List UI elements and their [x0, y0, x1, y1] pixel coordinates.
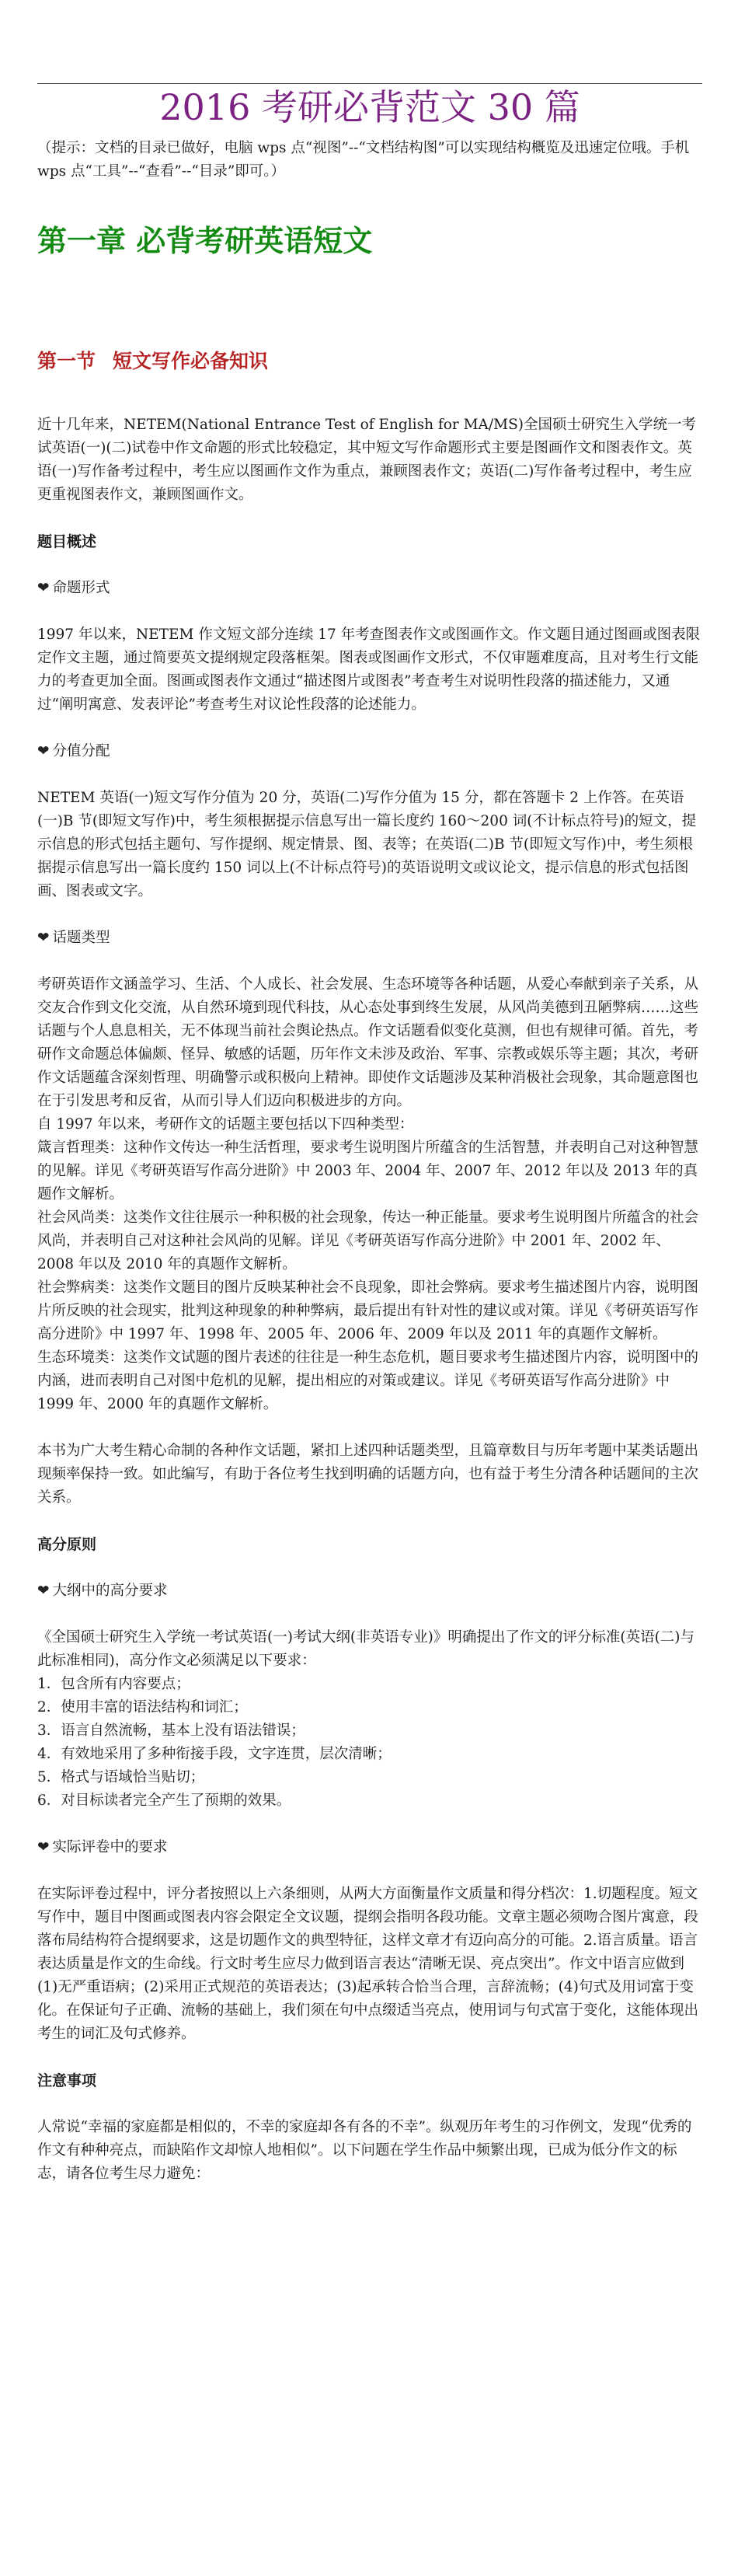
navigation-hint: （提示：文档的目录已做好，电脑 wps 点“视图”--“文档结构图”可以实现结构概览及迅速定位哦。手机 wps 点“工具”--“查看”--“目录”即可。） — [37, 140, 690, 180]
list-item: 5．格式与语域恰当贴切； — [37, 1769, 205, 1785]
list-item: 6．对目标读者完全产生了预期的效果。 — [37, 1792, 291, 1809]
chapter-heading: 第一章 必背考研英语短文 — [37, 223, 373, 258]
topic-item: 社会风尚类：这类作文往往展示一种积极的社会现象，传达一种正能量。要求考生说明图片所蕴含的社会风尚，并表明自己对这种社会风尚的见解。详见《考研英语写作高分进阶》中 2001 年、2002 年、2008 年以及 2010 年的真题作文解析。 — [37, 1209, 699, 1272]
practice-paragraph: 在实际评卷过程中，评分者按照以上六条细则，从两大方面衡量作文质量和得分档次：1.切题程度。短文写作中，题目中图画或图表内容会限定全文议题，提纲会指明各段功能。文章主题必须吻合图片寓意，段落布局结构符合提纲要求，这是切题作文的典型特征，这样文章才有迈向高分的可能。2.语言质量。语言表达质量是作文的生命线。行文时考生应尽力做到语言表达“清晰无误、亮点突出”。作文中语言应做到(1)无严重语病；(2)采用正式规范的英语表达；(3)起承转合恰当合理，言辞流畅；(4)句式及用词富于变化。在保证句子正确、流畅的基础上，我们须在句中点缀适当亮点，使用词与句式富于变化，这能体现出考生的词汇及句式修养。 — [37, 1886, 699, 2042]
topics-summary: 本书为广大考生精心命制的各种作文话题，紧扣上述四种话题类型，且篇章数目与历年考题中某类话题出现频率保持一致。如此编写，有助于各位考生找到明确的话题方向，也有益于考生分清各种话题间的主次关系。 — [37, 1443, 699, 1506]
heart-icon: ❤ — [37, 1839, 50, 1855]
list-item: 1．包含所有内容要点； — [37, 1676, 190, 1692]
section-title: 短文写作必备知识 — [113, 350, 269, 372]
heart-icon: ❤ — [37, 580, 50, 596]
heart-icon: ❤ — [37, 743, 50, 759]
document-body — [37, 414, 702, 2186]
scoring-heading: 高分原则 — [37, 1536, 97, 1553]
heart-icon: ❤ — [37, 930, 50, 946]
score-subheading-label: 分值分配 — [52, 743, 110, 759]
topic-item: 社会弊病类：这类作文题目的图片反映某种社会不良现象，即社会弊病。要求考生描述图片内容，说明图片所反映的社会现实，批判这种现象的种种弊病，最后提出有针对性的建议或对策。详见《考研英语写作高分进阶》中 1997 年、1998 年、2005 年、2006 年、2009 年以及 2011 年的真题作文解析。 — [37, 1279, 699, 1342]
notes-heading: 注意事项 — [37, 2072, 97, 2089]
form-paragraph: 1997 年以来，NETEM 作文短文部分连续 17 年考查图表作文或图画作文。作文题目通过图画或图表限定作文主题，通过简要英文提纲规定段落框架。图表或图画作文形式，不仅审题难度高，且对考生行文能力的考查更加全面。图画或图表作文通过“描述图片或图表”考查考生对说明性段落的描述能力，又通过“阐明寓意、发表评论”考查考生对议论性段落的论述能力。 — [37, 627, 701, 713]
section-number: 第一节 — [37, 350, 96, 372]
syllabus-paragraph: 《全国硕士研究生入学统一考试英语(一)考试大纲(非英语专业)》明确提出了作文的评分标准(英语(二)与此标准相同)，高分作文必须满足以下要求： — [37, 1629, 695, 1669]
list-item: 4．有效地采用了多种衔接手段，文字连贯，层次清晰； — [37, 1746, 392, 1762]
intro-paragraph: 近十几年来，NETEM(National Entrance Test of English for MA/MS)全国硕士研究生入学统一考试英语(一)(二)试卷中作文命题的形式比较稳定，其中短文写作命题形式主要是图画作文和图表作文。英语(一)写作备考过程中，考生应以图画作文作为重点，兼顾图表作文；英语(二)写作备考过程中，考生应更重视图表作文，兼顾图画作文。 — [37, 417, 696, 503]
notes-paragraph: 人常说“幸福的家庭都是相似的，不幸的家庭却各有各的不幸”。纵观历年考生的习作例文，发现“优秀的作文有种种亮点，而缺陷作文却惊人地相似”。以下问题在学生作品中频繁出现，已成为低分作文的标志，请各位考生尽力避免： — [37, 2119, 692, 2182]
topics-paragraph: 考研英语作文涵盖学习、生活、个人成长、社会发展、生态环境等各种话题，从爱心奉献到亲子关系，从交友合作到文化交流，从自然环境到现代科技，从心态处事到终生发展，从风尚美德到丑陋弊病……这些话题与个人息息相关，无不体现当前社会舆论热点。作文话题看似变化莫测，但也有规律可循。首先，考研作文命题总体偏颇、怪异、敏感的话题，历年作文未涉及政治、军事、宗教或娱乐等主题；其次，考研作文话题蕴含深刻哲理、明确警示或积极向上精神。即使作文话题涉及某种消极社会现象，其命题意图也在于引发思考和反省，从而引导人们迈向积极进步的方向。 — [37, 976, 699, 1109]
heart-icon: ❤ — [37, 1583, 50, 1599]
topics-subheading — [37, 927, 702, 950]
form-subheading-label: 命题形式 — [52, 580, 110, 596]
syllabus-subheading-label: 大纲中的高分要求 — [52, 1583, 168, 1599]
topic-item: 生态环境类：这类作文试题的图片表述的往往是一种生态危机，题目要求考生描述图片内容，说明图中的内涵，进而表明自己对图中危机的见解，提出相应的对策或建议。详见《考研英语写作高分进阶》中 1999 年、2000 年的真题作文解析。 — [37, 1349, 699, 1412]
topics-subheading-label: 话题类型 — [52, 930, 110, 946]
score-subheading — [37, 740, 702, 763]
section-heading — [37, 348, 268, 375]
list-item: 3．语言自然流畅，基本上没有语法错误； — [37, 1723, 305, 1739]
document-title: 2016 考研必背范文 30 篇 — [159, 86, 580, 128]
syllabus-subheading — [37, 1579, 702, 1603]
form-subheading — [37, 577, 702, 600]
criteria-list — [37, 1673, 702, 1813]
topic-item: 箴言哲理类：这种作文传达一种生活哲理，要求考生说明图片所蕴含的生活智慧，并表明自己对这种智慧的见解。详见《考研英语写作高分进阶》中 2003 年、2004 年、2007 年、2012 年以及 2013 年的真题作文解析。 — [37, 1140, 699, 1202]
list-item: 2．使用丰富的语法结构和词汇； — [37, 1699, 248, 1716]
practice-subheading — [37, 1836, 702, 1859]
score-paragraph: NETEM 英语(一)短文写作分值为 20 分，英语(二)写作分值为 15 分，都在答题卡 2 上作答。在英语(一)B 节(即短文写作)中，考生须根据提示信息写出一篇长度约 160～200 词(不计标点符号)的短文，提示信息的形式包括主题句、写作提纲、规定情景、图、表等；在英语(二)B 节(即短文写作)中，考生须根据提示信息写出一篇长度约 150 词以上(不计标点符号)的英语说明文或议论文，提示信息的形式包括图画、图表或文字。 — [37, 790, 697, 899]
overview-heading: 题目概述 — [37, 533, 97, 550]
topics-since: 自 1997 年以来，考研作文的话题主要包括以下四种类型： — [37, 1116, 414, 1133]
practice-subheading-label: 实际评卷中的要求 — [52, 1839, 168, 1855]
